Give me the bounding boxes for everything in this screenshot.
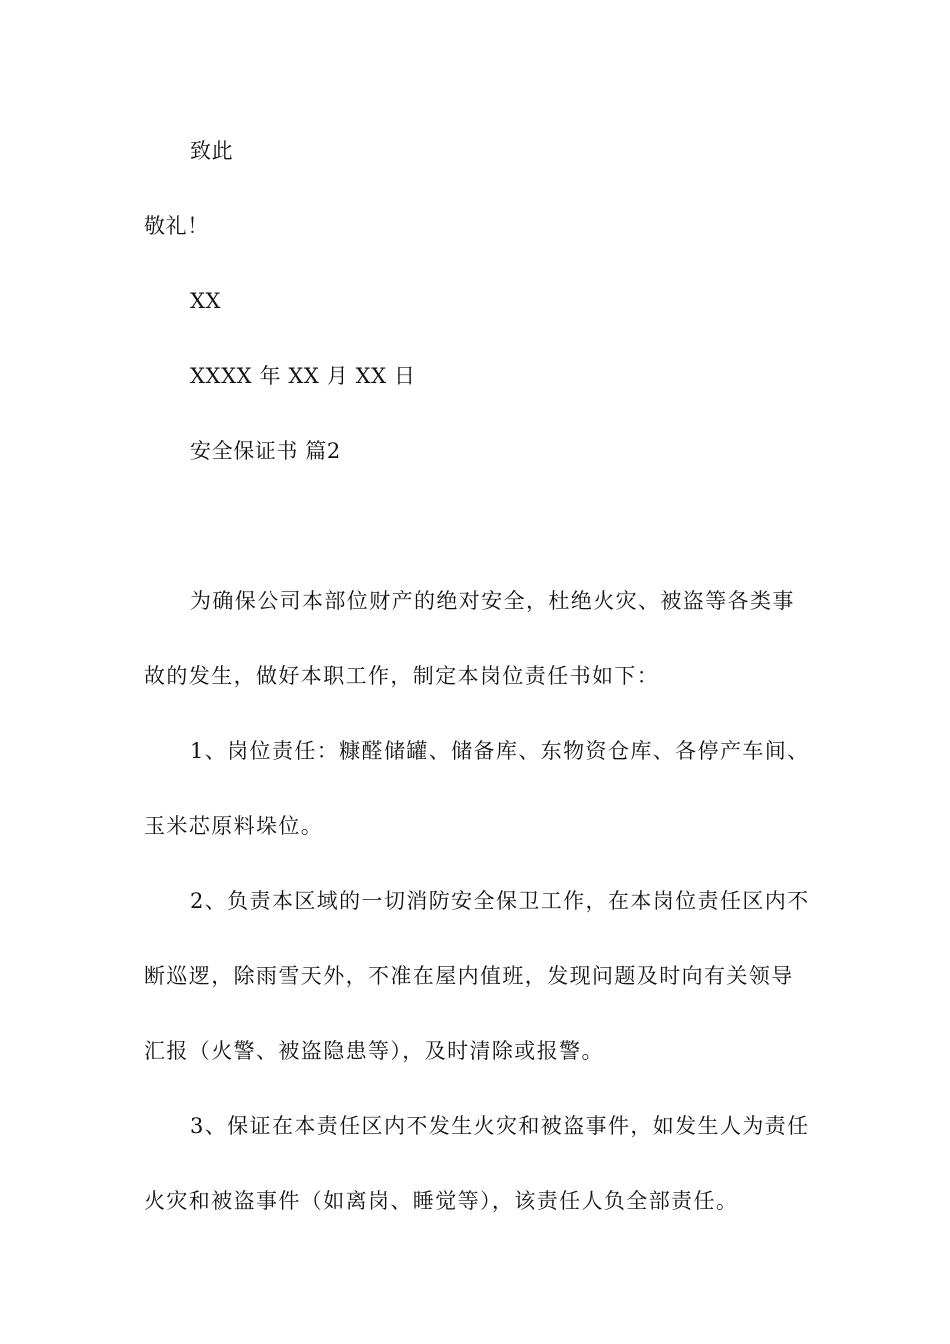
closing-salutation: 致此	[190, 139, 234, 163]
item-1-line-1: 1、岗位责任：糠醛储罐、储备库、东物资仓库、各停产车间、	[190, 739, 810, 763]
intro-paragraph-line-2: 故的发生，做好本职工作，制定本岗位责任书如下：	[144, 664, 660, 688]
item-3-line-2: 火灾和被盗事件（如离岗、睡觉等），该责任人负全部责任。	[144, 1189, 739, 1213]
item-3-line-1: 3、保证在本责任区内不发生火灾和被盗事件，如发生人为责任	[190, 1114, 810, 1138]
closing-regards: 敬礼！	[144, 214, 209, 238]
signature-date: XXXX 年 XX 月 XX 日	[190, 364, 416, 388]
section-title: 安全保证书 篇2	[190, 439, 341, 463]
signer-name: XX	[190, 289, 222, 313]
intro-paragraph-line-1: 为确保公司本部位财产的绝对安全，杜绝火灾、被盗等各类事	[190, 589, 795, 613]
item-2-line-2: 断巡逻，除雨雪天外，不准在屋内值班，发现问题及时向有关领导	[144, 964, 794, 988]
item-2-line-3: 汇报（火警、被盗隐患等），及时清除或报警。	[144, 1039, 604, 1063]
item-1-line-2: 玉米芯原料垛位。	[144, 814, 324, 838]
item-2-line-1: 2、负责本区域的一切消防安全保卫工作，在本岗位责任区内不	[190, 889, 810, 913]
